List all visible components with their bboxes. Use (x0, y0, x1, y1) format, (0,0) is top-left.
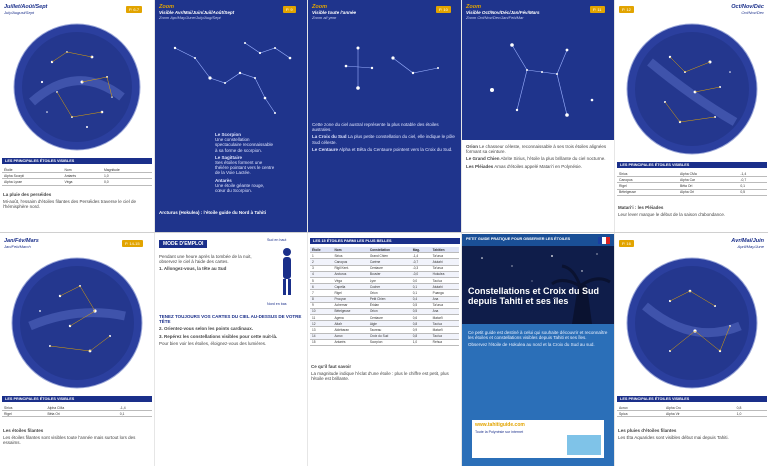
panel-subtitle: Visible Oct/Nov/Déc/Jan/Fév/Mars (466, 10, 540, 15)
panel-title: Jan/Fév/Mars (4, 238, 39, 244)
table-header: Nom (332, 247, 367, 253)
panel-subtitle-en: Zoom all year (312, 15, 337, 20)
table-cell: 1 (310, 253, 332, 259)
table-cell: -0,7 (738, 177, 767, 183)
table-cell: Taureau (368, 327, 411, 333)
table-cell: -0,7 (411, 259, 431, 265)
section-text: Une étoile géante rouge, cœur du Scorpion. (215, 182, 265, 194)
table-cell: 0,9 (411, 327, 431, 333)
table-cell: 0,5 (411, 302, 431, 308)
section-heading: Orion (466, 144, 478, 149)
table-cell: Rigel (332, 290, 367, 296)
panel-body (215, 132, 275, 195)
top-stars-table (310, 247, 459, 346)
table-header: Tahitien (431, 247, 459, 253)
table-cell: Tau'ua (431, 277, 459, 283)
table-cell: 1,0 (735, 411, 767, 417)
table-cell: Bételgeuse (332, 308, 367, 314)
intro-text: Cette zone du ciel austral représente la plus notable des étoiles australes. (312, 122, 439, 133)
table-cell: Acrux (617, 405, 664, 411)
table-cell: Éridan (368, 302, 411, 308)
panel-footer (159, 210, 303, 215)
table-cell: Acrux (332, 333, 367, 339)
step-heading: TENEZ TOUJOURS VOS CARTES DU CIEL AU-DESSUS DE VOTRE TÊTE (159, 314, 302, 325)
table-cell: 5 (310, 277, 332, 283)
table-header: Mag. (411, 247, 431, 253)
person-lying-icon (273, 246, 301, 298)
table-cell: Sirius (617, 171, 678, 177)
section-text: Une constellation spectaculaire reconnaissable à sa forme de scorpion. (215, 137, 274, 153)
panel-heading (731, 4, 764, 15)
panel-title: Avr/Mai/Juin (731, 238, 764, 244)
table-cell: 2 (310, 259, 332, 265)
table-header: Magnitude (102, 167, 152, 173)
table-cell: Carène (368, 259, 411, 265)
panel-title: Zoom (312, 4, 327, 10)
constellation-drawing (165, 28, 305, 128)
table-cell: 7 (310, 290, 332, 296)
table-cell: Bêta Ori (45, 411, 117, 417)
table-cell: Capella (332, 284, 367, 290)
table-header: Nom (62, 167, 102, 173)
table-cell: 0,5 (738, 189, 767, 195)
section-heading: Le Centaure (312, 146, 339, 152)
table-cell: Tau'ua (431, 333, 459, 339)
page-tag: P. 9 (283, 6, 296, 13)
panel-heading (731, 238, 764, 249)
table-cell: 3 (310, 265, 332, 271)
table-cell: Scorpion (368, 339, 411, 345)
stars-table (2, 167, 152, 186)
panel-subtitle-en: Zoom Oct/Nov/Dec/Jan/Feb/Mar (466, 15, 524, 20)
panel-body (466, 144, 611, 171)
section-heading: Le Scorpion (215, 132, 242, 137)
panel-title: Juillet/Août/Sept (4, 4, 48, 10)
table-cell: Sirius (332, 253, 367, 259)
table-cell: Alpha Lyrae (2, 179, 62, 185)
table-title-bar: LES PRINCIPALES ÉTOILES VISIBLES (617, 396, 767, 402)
table-cell: 13 (310, 327, 332, 333)
table-cell: Puanga (431, 290, 459, 296)
table-cell: Matari'i (431, 315, 459, 321)
stars-table (617, 171, 767, 196)
table-cell: -1,4 (118, 405, 152, 411)
panel-zoom-southern-cross (308, 0, 461, 232)
section-text: Ses étoiles forment une théière pointant vers le centre de la Voie Lactée. (215, 160, 275, 176)
note-title: Ce qu'il faut savoir (311, 364, 352, 369)
table-cell: 4 (310, 271, 332, 277)
footnote-title: Les étoiles filantes (3, 428, 44, 433)
table-cell: 0,1 (411, 284, 431, 290)
table-cell: 0,8 (411, 333, 431, 339)
page-tag: P. 16 (619, 240, 634, 247)
footnote-text: Leur lever marque le début de la saison d'abondance. (618, 212, 726, 218)
table-cell: Centaure (368, 315, 411, 321)
table-cell: Alpha CMa (678, 171, 738, 177)
table-cell: -1,4 (411, 253, 431, 259)
page-tag: P. 14-15 (122, 240, 143, 247)
table-cell: 1,0 (102, 173, 152, 179)
table-cell: 0,4 (411, 296, 431, 302)
footnote-title: Les pluies d'étoiles filantes (618, 428, 677, 433)
section-text: Le chasseur céleste, reconnaissable à ses trois étoiles alignées formant sa ceinture. (466, 144, 607, 155)
table-cell: Bételgeuse (617, 189, 678, 195)
table-cell: Alpha Scorpii (2, 173, 62, 179)
table-title-bar: LES PRINCIPALES ÉTOILES VISIBLES (2, 158, 152, 164)
panel-body (312, 122, 457, 154)
section-heading: Le Sagittaire (215, 154, 243, 160)
table-cell: Cocher (368, 284, 411, 290)
flag-icon (598, 237, 610, 244)
table-cell: Alpha Cru (664, 405, 735, 411)
panel-subtitle-en: Zoom Apr/May/June/July/Aug/Sept (159, 15, 221, 20)
ad-text: Toute la Polynésie sur internet (475, 430, 524, 434)
table-cell: Lyre (368, 277, 411, 283)
table-cell: 9 (310, 302, 332, 308)
cover-bullet: Observez l'étoile de Hokulea au nord et la Croix du Sud au sud. (468, 342, 595, 348)
table-cell: 0,8 (735, 405, 767, 411)
section-heading: La Croix du Sud (312, 134, 347, 140)
page-tag: P. 12 (619, 6, 634, 13)
ad-box (472, 420, 604, 458)
panel-apr-may-june (615, 234, 768, 466)
panel-cover (462, 234, 614, 466)
footnote-text: Mi-août, l'essaim d'étoiles filantes des Perséides traverse le ciel de l'hémisphère nord. (3, 199, 137, 210)
orientation-label: Sud en haut (267, 238, 287, 242)
table-row (617, 189, 767, 195)
table-cell: Procyon (332, 296, 367, 302)
table-cell: Grand Chien (368, 253, 411, 259)
panel-subtitle: Visible Avr/Mai/Juin/Juil/Août/Sept (159, 10, 235, 15)
panel-title: Oct/Nov/Déc (731, 4, 764, 10)
table-cell: Aigle (368, 321, 411, 327)
cover-night-sky (462, 246, 614, 324)
table-cell: Ta'urua (431, 302, 459, 308)
panel-subtitle: Visible toute l'année (312, 10, 357, 15)
table-cell: 0,1 (411, 290, 431, 296)
panel-title: Zoom (159, 4, 174, 10)
section-text: La plus petite constellation du ciel, elle indique le pôle Sud céleste. (312, 134, 455, 145)
table-cell: Véga (332, 277, 367, 283)
section-text: Abrite Sirius, l'étoile la plus brillante du ciel nocturne. (500, 156, 606, 162)
panel-oct-nov-dec (615, 0, 768, 232)
star-chart (625, 22, 759, 156)
table-cell: 0,0 (411, 277, 431, 283)
section-text: Amas d'étoiles appelé Matari'i en Polynésie. (494, 163, 583, 169)
table-cell: Canopus (617, 177, 678, 183)
table-cell: Centaure (368, 265, 411, 271)
panel-heading (159, 4, 234, 20)
cover-title: Constellations et Croix du Sud depuis Tahiti et ses îles (468, 286, 600, 306)
panel-jan-feb-mar (0, 234, 154, 466)
table-cell: Achernar (332, 302, 367, 308)
table-cell: Petit Chien (368, 296, 411, 302)
table-cell: Aldébaran (332, 327, 367, 333)
step-heading: 3. Repérez les constellations visibles pour cette nuit-là. (159, 333, 278, 339)
panel-subtitle: April/May/June (737, 244, 764, 249)
table-cell: Alpha Vir (664, 411, 735, 417)
star-chart (10, 256, 144, 390)
table-cell: Orion (368, 308, 411, 314)
table-cell: Ta'urua (431, 253, 459, 259)
panel-zoom-orion (462, 0, 614, 232)
table-cell: 0,1 (738, 183, 767, 189)
table-cell: Spica (617, 411, 664, 417)
table-cell: 10 (310, 308, 332, 314)
table-cell: Rigel (2, 411, 45, 417)
table-cell: 12 (310, 321, 332, 327)
star-chart (12, 22, 142, 152)
footer-text: Arcturus (Hokulea) : l'étoile guide du Nord à Tahiti (159, 210, 266, 215)
table-cell: Sirius (2, 405, 45, 411)
panel-subtitle: Jan/Feb/March (4, 244, 31, 249)
table-cell: Antarès (332, 339, 367, 345)
table-cell: 0,6 (411, 315, 431, 321)
table-cell: 14 (310, 333, 332, 339)
panel-jul-aug-sept (0, 0, 154, 232)
table-cell: Ana (431, 296, 459, 302)
table-cell: 8 (310, 296, 332, 302)
footnote-title: Matari'i : les Pléiades (618, 205, 664, 210)
table-cell: 0,1 (118, 411, 152, 417)
table-title-bar: LES PRINCIPALES ÉTOILES VISIBLES (617, 162, 767, 168)
table-cell: Altaïr (332, 321, 367, 327)
table-cell: Alpha Car (678, 177, 738, 183)
table-cell: Alpha Ori (678, 189, 738, 195)
table-header: Étoile (310, 247, 332, 253)
panel-heading (4, 238, 39, 249)
section-text: Alpha et Bêta du Centaure pointent vers la Croix du Sud. (339, 146, 453, 152)
page-tag: P. 6-7 (126, 6, 142, 13)
panel-footnote (618, 205, 766, 219)
table-cell: -0,0 (411, 271, 431, 277)
table-row (310, 339, 459, 345)
table-cell: Véga (62, 179, 102, 185)
constellation-drawing (318, 28, 458, 118)
section-heading: Antarès (215, 177, 232, 183)
table-cell: Bouvier (368, 271, 411, 277)
step-heading: 2. Orientez-vous selon les points cardinaux. (159, 326, 254, 332)
panel-footnote (618, 428, 766, 442)
footnote-text: Les étoiles filantes sont visibles toute l'année mais surtout lors des essaims. (3, 435, 136, 446)
cover-text: Ce petit guide est destiné à celui qui souhaite découvrir et reconnaître les étoiles et constellations visibles depuis Tahiti et ses îles. (468, 330, 608, 341)
table-cell: Atutahi (431, 259, 459, 265)
table-cell: -1,4 (738, 171, 767, 177)
footnote-title: La pluie des perséides (3, 192, 52, 197)
table-cell: -0,3 (411, 265, 431, 271)
instructions-body-2 (159, 314, 303, 348)
panel-subtitle: Oct/Nov/Dec (741, 10, 764, 15)
cover-band-text: PETIT GUIDE PRATIQUE POUR OBSERVER LES ÉTOILES (466, 237, 571, 241)
footnote-text: Les Éta Aquarides sont visibles début mai depuis Tahiti. (618, 435, 729, 441)
table-title-bar: LES 15 ÉTOILES PARMI LES PLUS BELLES (310, 238, 460, 244)
panel-zoom-scorpion (155, 0, 307, 232)
table-cell: Rigel (617, 183, 678, 189)
table-note (311, 364, 457, 384)
table-cell: Croix du Sud (368, 333, 411, 339)
section-heading: Les Pléiades (466, 163, 494, 169)
table-cell: Agena (332, 315, 367, 321)
table-cell: Orion (368, 290, 411, 296)
table-header: Étoile (2, 167, 62, 173)
instructions-body (159, 254, 265, 274)
panel-heading (4, 4, 47, 15)
panel-heading (466, 4, 540, 20)
table-row (2, 179, 152, 185)
stars-table (2, 405, 152, 417)
panel-footnote (3, 428, 151, 448)
page-tag: P. 10 (436, 6, 451, 13)
ad-photo (567, 435, 601, 455)
panel-instructions (155, 234, 307, 466)
note-text: La magnitude indique l'éclat d'une étoile : plus le chiffre est petit, plus l'étoile est brillante. (311, 371, 449, 382)
stars-table (617, 405, 767, 417)
table-cell: 0,0 (102, 179, 152, 185)
orientation-label: Nord en bas (267, 302, 287, 306)
star-chart (625, 256, 759, 390)
table-cell: Canopus (332, 259, 367, 265)
table-row (2, 411, 152, 417)
fold-line-horizontal (0, 232, 768, 233)
table-cell: 6 (310, 284, 332, 290)
table-cell: 1,0 (411, 339, 431, 345)
table-cell: 0,5 (411, 308, 431, 314)
section-title: MODE D'EMPLOI (159, 240, 207, 248)
cover-body (468, 330, 608, 350)
table-cell: Rigil Kent. (332, 265, 367, 271)
table-body (310, 253, 459, 346)
table-cell: 15 (310, 339, 332, 345)
table-cell: 11 (310, 315, 332, 321)
page-tag: P. 11 (590, 6, 605, 13)
table-cell: Alpha CMa (45, 405, 117, 411)
panel-title: Zoom (466, 4, 481, 10)
panel-footnote (3, 192, 151, 212)
ad-url[interactable]: www.tahitiguide.com (475, 422, 525, 428)
table-header: Constellation (368, 247, 411, 253)
table-cell: Ana (431, 308, 459, 314)
table-cell: Matari'i (431, 327, 459, 333)
table-cell: Ta'urua (431, 265, 459, 271)
panel-subtitle: July/August/Sept (4, 10, 35, 15)
step-heading: 1. Allongez-vous, la tête au Sud (159, 266, 227, 272)
table-cell: Arcturus (332, 271, 367, 277)
table-cell: Tau'ua (431, 321, 459, 327)
table-cell: Antarès (62, 173, 102, 179)
panel-top-15-stars (308, 234, 461, 466)
table-cell: Rehua (431, 339, 459, 345)
section-heading: Le Grand Chien (466, 156, 500, 162)
table-cell: Hokulea (431, 271, 459, 277)
table-title-bar: LES PRINCIPALES ÉTOILES VISIBLES (2, 396, 152, 402)
table-cell: Atutahi (431, 284, 459, 290)
table-cell: 0,8 (411, 321, 431, 327)
table-row (617, 411, 767, 417)
constellation-drawing (472, 30, 607, 135)
table-cell: Bêta Ori (678, 183, 738, 189)
panel-heading (312, 4, 356, 20)
note-text: Pour bien voir les étoiles, éloignez-vous des lumières. (159, 340, 267, 346)
intro-text: Pendant une heure après la tombée de la nuit, observez le ciel à l'aide des cartes. (159, 254, 252, 265)
